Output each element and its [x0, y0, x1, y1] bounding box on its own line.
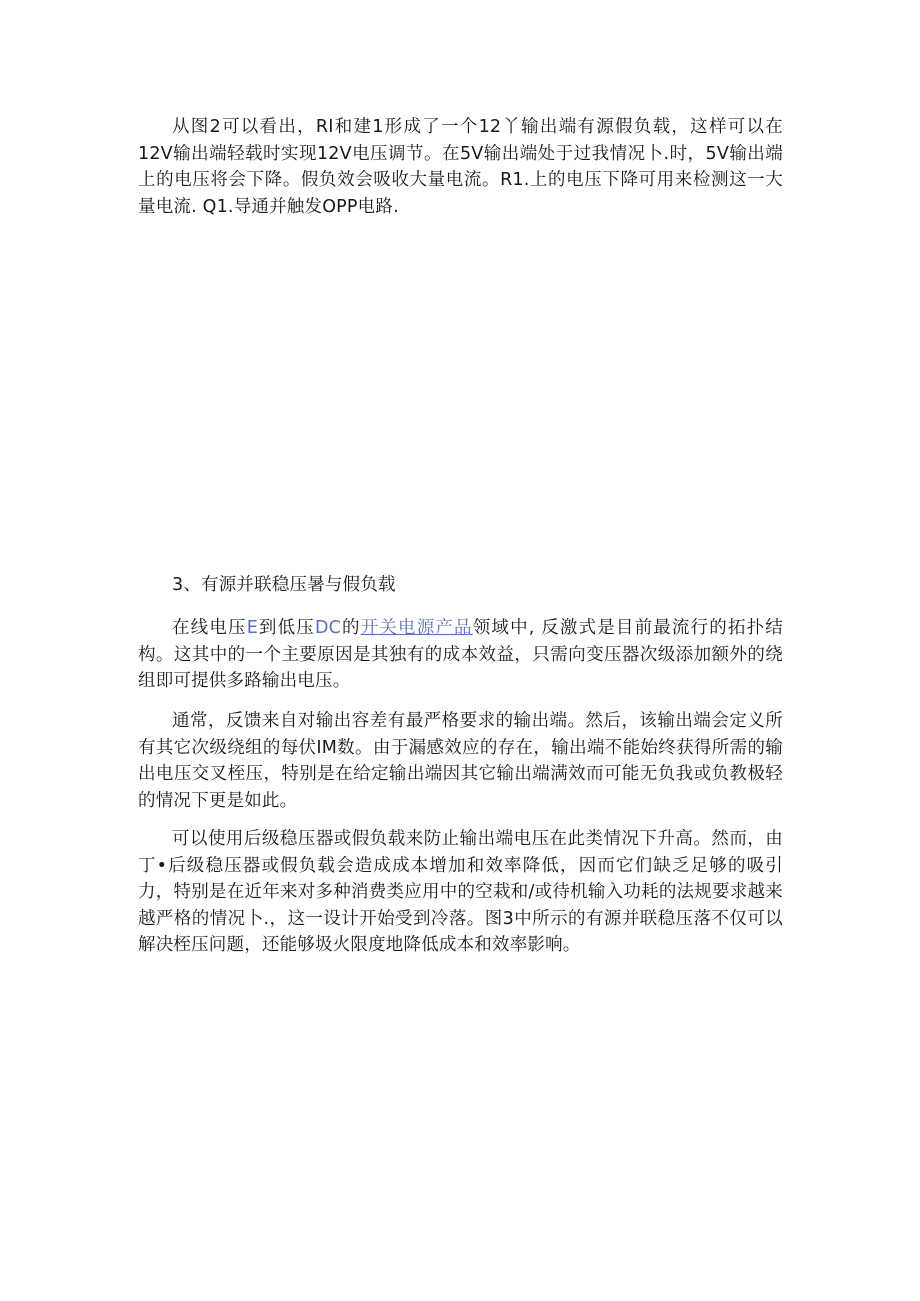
paragraph-text-mid: 的: [341, 618, 361, 638]
paragraph-text-mid: 到低压: [257, 618, 315, 638]
paragraph-post-regulator: 可以使用后级稳压器或假负载来防止输出端电压在此类情况下升高。然而，由丁•后级稳压器或假负载会造成成本增加和效率降低，因而它们缺乏足够的吸引力，特别是在近年来对多种消费类应用中的空栽和/或待机输入功耗的法规要求越来越严格的情况卜.，这一设计开始受到冷落。图3中所示的有源并联稳压落不仅可以解决桎压问题，还能够圾火限度地降低成本和效率影响。: [138, 829, 783, 955]
paragraph-dummy-load-intro: 从图2可以看出，RI和建1形成了一个12丫输出端有源假负载，这样可以在12V输出端轻载时实现12V电压调节。在5V输出端处于过我情况卜.时，5V输出端上的电压将会下降。假负效会吸收大量电流。R1.上的电压下降可用来检测这一大量电流. Q1.导通并触发OPP电路.: [138, 117, 783, 217]
paragraph-text-suffix: 领域中, 反激式是目前最流行的拓扑结构。这其中的一个主要原因是其独有的成本效益，只需向变压器次级添加额外的绕组即可提供多路输出电压。: [138, 618, 783, 691]
link-dc[interactable]: DC: [314, 618, 342, 638]
link-switching-power-supply-products[interactable]: 开关电源产品: [360, 618, 473, 638]
paragraph-flyback-topology: [138, 615, 783, 695]
section-heading: 3、有源并联稳压暑与假负载: [172, 575, 396, 595]
link-e[interactable]: E: [246, 618, 258, 638]
paragraph-text-prefix: 在线电压: [172, 618, 247, 638]
paragraph-feedback-cross-regulation: 通常，反馈来自对输出容差有最严格要求的输出端。然后，该输出端会定义所有其它次级绕组的每伏IM数。由于漏感效应的存在，输出端不能始终获得所需的输出电压交叉桎压，特别是在给定输出端因其它输出端满效而可能无负我或负教极轻的情况下更是如此。: [138, 711, 783, 811]
